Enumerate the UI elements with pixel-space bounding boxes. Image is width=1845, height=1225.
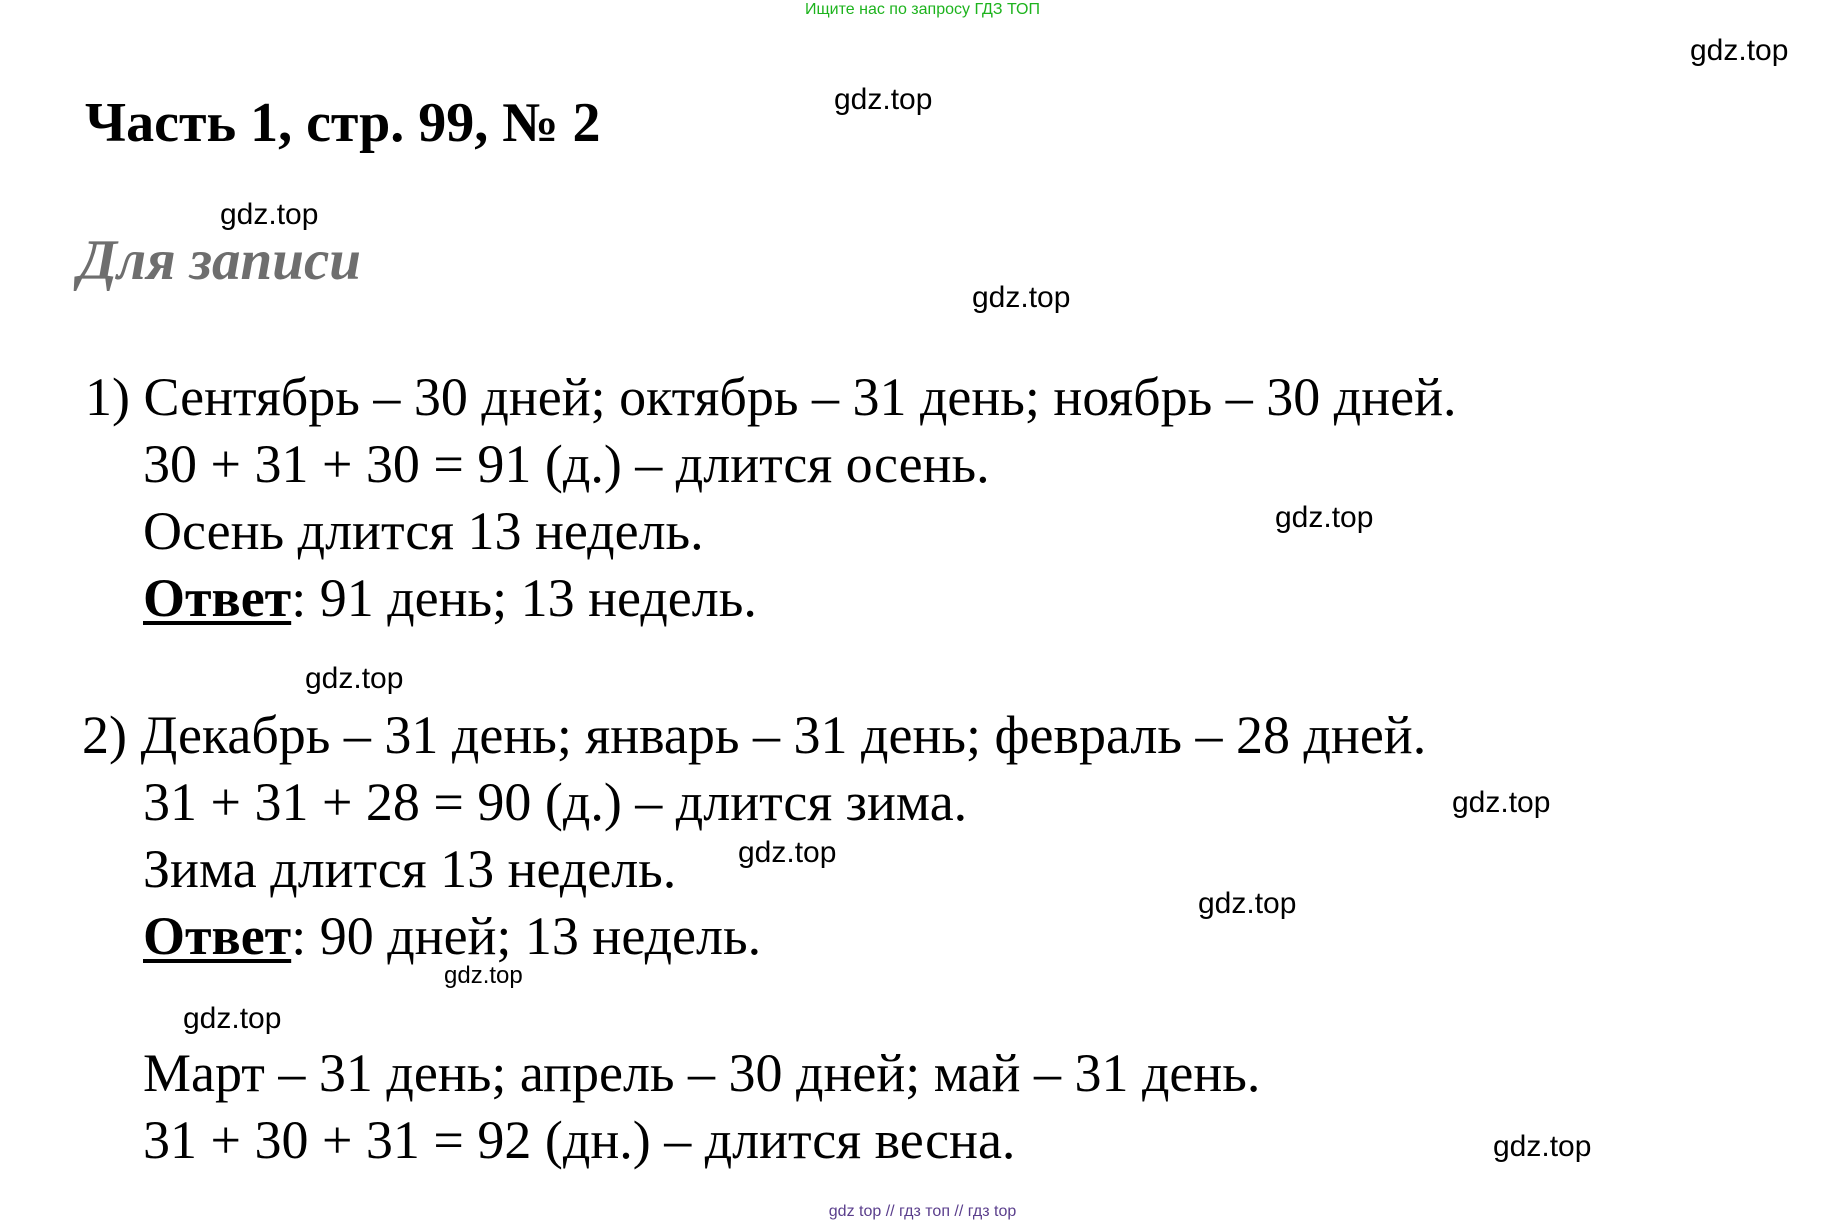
page-title: Часть 1, стр. 99, № 2 — [85, 92, 601, 154]
answer-label: Ответ — [143, 568, 292, 628]
watermark: gdz.top — [1690, 34, 1789, 67]
s2-answer — [143, 906, 762, 966]
s1-line1: 1) Сентябрь – 30 дней; октябрь – 31 день; ноябрь – 30 дней. — [85, 367, 1457, 427]
s1-answer-text: : 91 день; 13 недель. — [291, 568, 757, 628]
s2-line3: Зима длится 13 недель. — [143, 839, 677, 899]
watermark: gdz.top — [972, 281, 1071, 314]
watermark: gdz.top — [183, 1002, 282, 1035]
s3-line2: 31 + 30 + 31 = 92 (дн.) – длится весна. — [143, 1110, 1016, 1170]
watermark: gdz.top — [444, 962, 523, 989]
watermark: gdz.top — [738, 836, 837, 869]
s2-line2: 31 + 31 + 28 = 90 (д.) – длится зима. — [143, 772, 968, 832]
s1-line3: Осень длится 13 недель. — [143, 501, 704, 561]
watermark: gdz.top — [1493, 1130, 1592, 1163]
top-banner: Ищите нас по запросу ГДЗ ТОП — [805, 1, 1040, 18]
watermark: gdz.top — [1198, 887, 1297, 920]
section-subtitle: Для записи — [78, 229, 361, 292]
watermark: gdz.top — [1452, 786, 1551, 819]
s2-line1: 2) Декабрь – 31 день; январь – 31 день; февраль – 28 дней. — [82, 705, 1427, 765]
watermark: gdz.top — [1275, 501, 1374, 534]
watermark: gdz.top — [305, 662, 404, 695]
footer-watermark: gdz top // гдз топ // гдз top — [828, 1203, 1017, 1220]
answer-label: Ответ — [143, 906, 292, 966]
s2-answer-text: : 90 дней; 13 недель. — [291, 906, 762, 966]
s1-answer — [143, 568, 757, 628]
s1-line2: 30 + 31 + 30 = 91 (д.) – длится осень. — [143, 434, 990, 494]
s3-line1: Март – 31 день; апрель – 30 дней; май – 31 день. — [143, 1043, 1261, 1103]
watermark: gdz.top — [834, 83, 933, 116]
watermark: gdz.top — [220, 198, 319, 231]
